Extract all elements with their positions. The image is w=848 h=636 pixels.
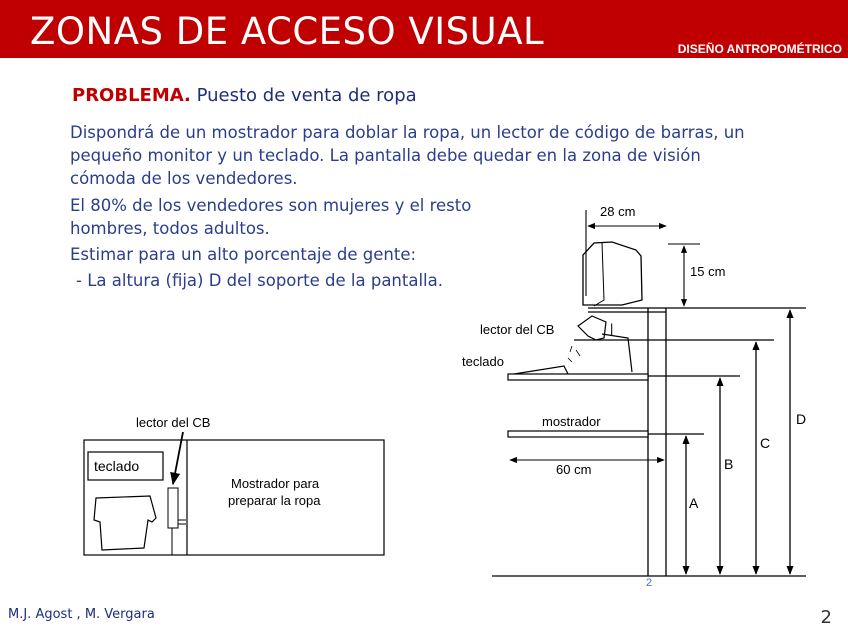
dim-a-label: A: [689, 495, 699, 511]
counter-label-line2: preparar la ropa: [228, 493, 321, 508]
top-reader-label: lector del CB: [136, 415, 211, 430]
dim-15cm-label: 15 cm: [690, 264, 726, 279]
footer-authors: M.J. Agost , M. Vergara: [8, 607, 155, 622]
page-number: 2: [820, 607, 832, 628]
problem-label: PROBLEMA.: [72, 85, 191, 106]
keyboard-shelf: [508, 374, 648, 380]
reader-top-shape: [168, 488, 178, 528]
dim-d-label: D: [796, 411, 807, 427]
dim-60cm-label: 60 cm: [556, 462, 592, 477]
dim-28cm-label: 28 cm: [600, 204, 636, 219]
dim-b-label: B: [724, 456, 734, 472]
top-view-diagram: [84, 415, 384, 555]
slide-subtitle: DISEÑO ANTROPOMÉTRICO: [677, 42, 842, 56]
svg-text:|: |: [610, 321, 614, 336]
small-mark: 2: [646, 577, 653, 589]
paragraph-estimate: Estimar para un alto porcentaje de gente:: [70, 245, 417, 264]
keyboard-side-shape: [514, 366, 568, 374]
side-keyboard-label: teclado: [462, 354, 504, 369]
monitor-top-shape: [94, 496, 156, 550]
problem-title: Puesto de venta de ropa: [196, 85, 417, 106]
slide-title: ZONAS DE ACCESO VISUAL: [30, 10, 545, 53]
side-reader-label: lector del CB: [480, 322, 555, 337]
bullet-item: - La altura (fija) D del soporte de la pantalla.: [76, 271, 443, 290]
counter-shelf: [508, 431, 648, 437]
top-keyboard-label: teclado: [94, 458, 140, 474]
reader-side-shape: [578, 316, 606, 340]
paragraph-users: El 80% de los vendedores son mujeres y el resto hombres, todos adultos.: [70, 196, 472, 238]
dim-c-label: C: [760, 435, 771, 451]
side-counter-label: mostrador: [542, 414, 601, 429]
monitor-side-shape: [583, 242, 642, 305]
counter-label-line1: Mostrador para: [231, 476, 320, 491]
paragraph-description: Dispondrá de un mostrador para doblar la ropa, un lector de código de barras, un pequeño monitor y un teclado. La pantalla debe quedar en la zona de visión cómoda de los vendedores.: [70, 123, 745, 188]
side-view-diagram: [462, 204, 806, 589]
